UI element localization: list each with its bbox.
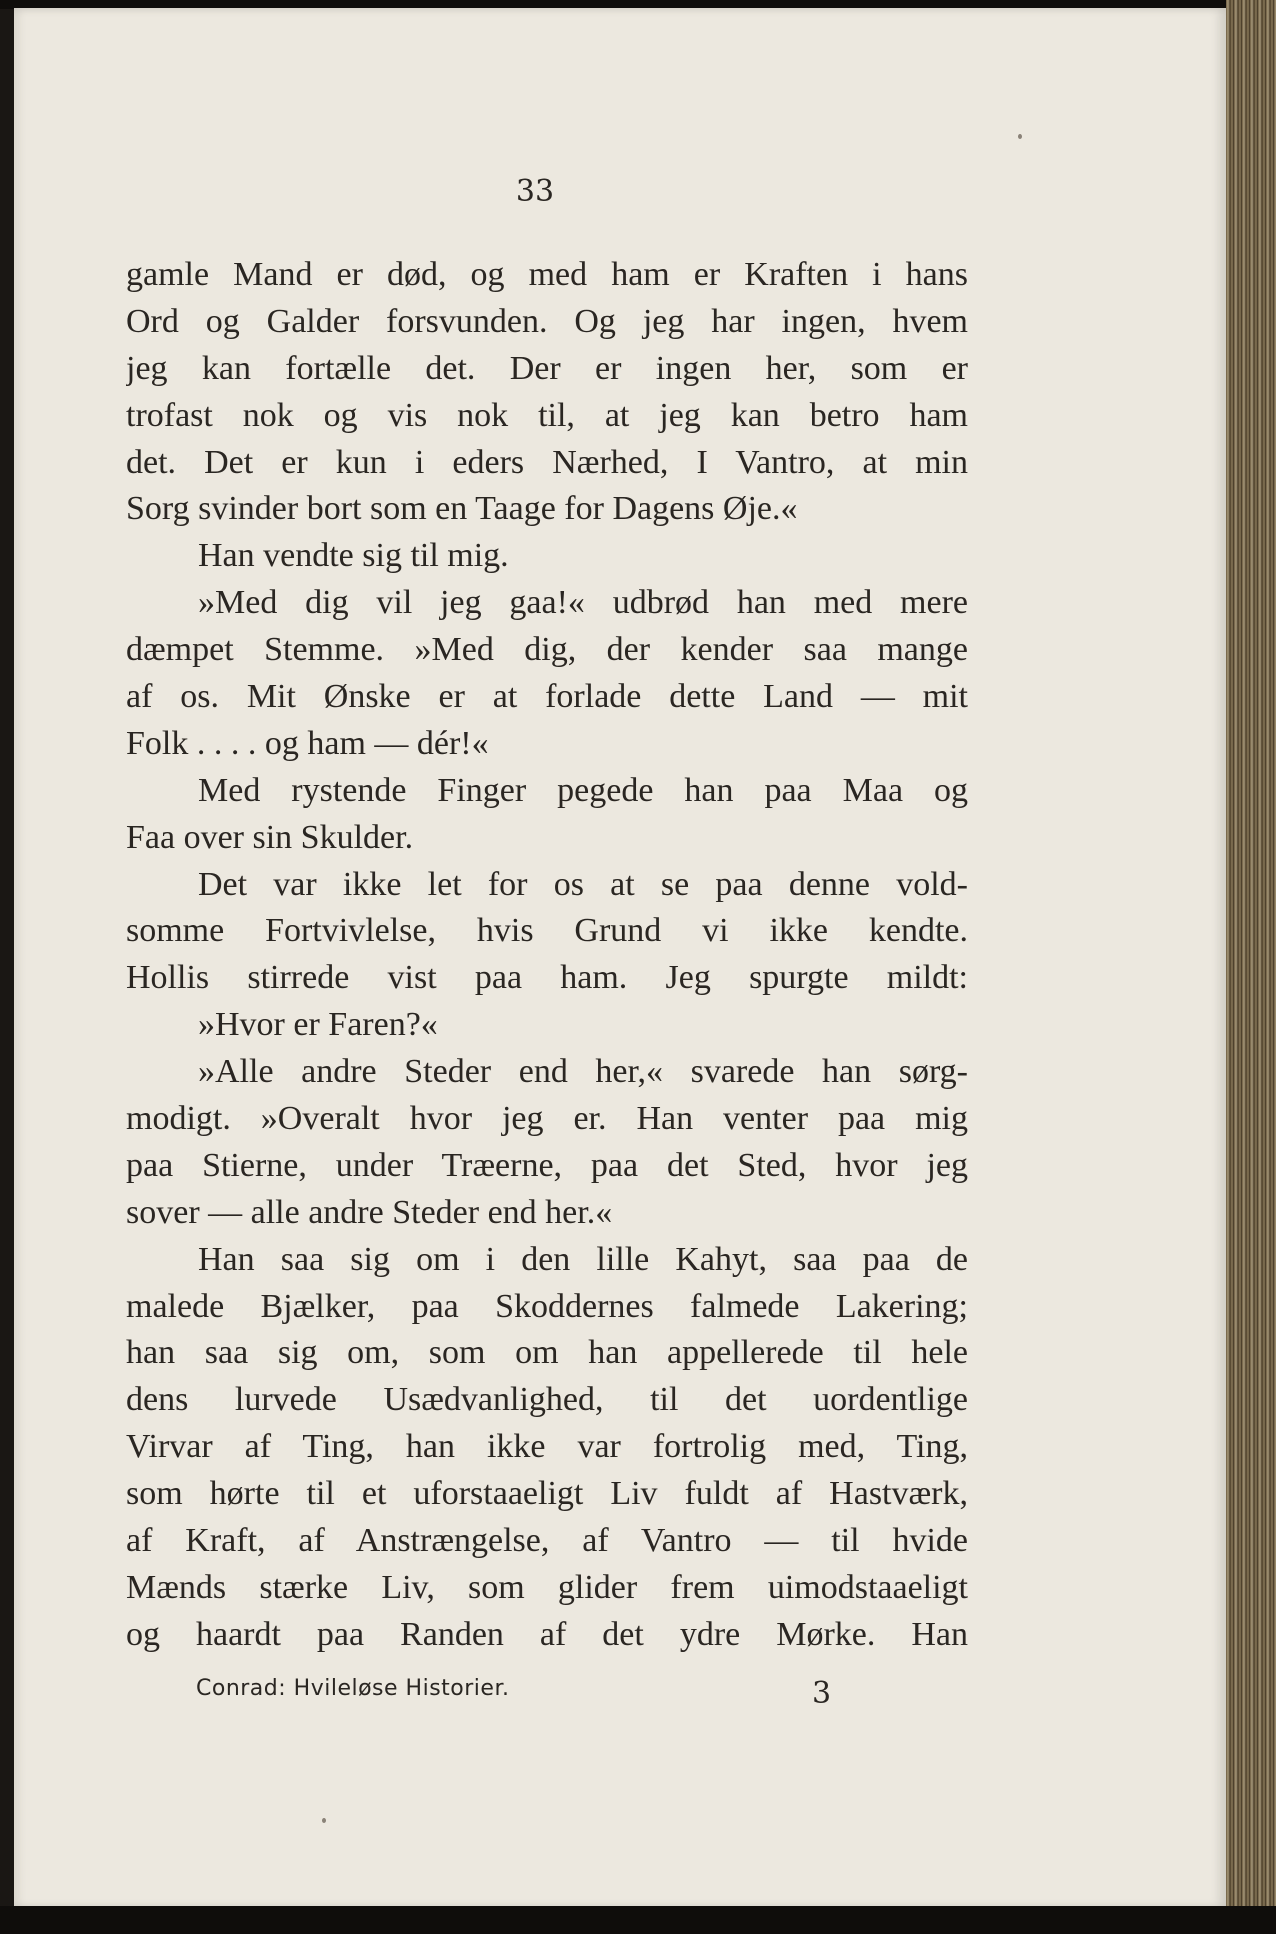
text-line: Hollis stirrede vist paa ham. Jeg spurgte mildt: xyxy=(126,959,968,997)
text-line: Sorg svinder bort som en Taage for Dagens Øje.« xyxy=(126,490,798,528)
text-line: Det var ikke let for os at se paa denne vold- xyxy=(198,865,968,903)
text-line: trofast nok og vis nok til, at jeg kan betro ham xyxy=(126,396,968,434)
text-line: sover — alle andre Steder end her.« xyxy=(126,1193,613,1231)
signature-mark: 3 xyxy=(812,1676,832,1711)
paper-speck xyxy=(322,1818,326,1823)
text-line: dæmpet Stemme. »Med dig, der kender saa mange xyxy=(126,631,968,669)
running-footer: Conrad: Hvileløse Historier. xyxy=(196,1676,510,1701)
text-line: malede Bjælker, paa Skoddernes falmede Lakering; xyxy=(126,1287,968,1325)
page-body-text xyxy=(126,252,968,1659)
text-line: af os. Mit Ønske er at forlade dette Land — mit xyxy=(126,678,968,716)
text-line: dens lurvede Usædvanlighed, til det uordentlige xyxy=(126,1381,968,1419)
text-line: Han vendte sig til mig. xyxy=(198,537,509,575)
text-line: »Hvor er Faren?« xyxy=(198,1006,438,1044)
text-line: paa Stierne, under Træerne, paa det Sted, hvor jeg xyxy=(126,1146,968,1184)
text-line: jeg kan fortælle det. Der er ingen her, som er xyxy=(126,349,968,387)
text-line: og haardt paa Randen af det ydre Mørke. Han xyxy=(126,1615,968,1653)
text-line: somme Fortvivlelse, hvis Grund vi ikke kendte. xyxy=(126,912,968,950)
text-line: det. Det er kun i eders Nærhed, I Vantro, at min xyxy=(126,443,968,481)
text-line: af Kraft, af Anstrængelse, af Vantro — til hvide xyxy=(126,1522,968,1560)
text-line: modigt. »Overalt hvor jeg er. Han venter paa mig xyxy=(126,1100,968,1138)
text-line: Faa over sin Skulder. xyxy=(126,818,414,856)
page-number: 33 xyxy=(515,174,555,209)
text-line: Han saa sig om i den lille Kahyt, saa paa de xyxy=(198,1240,968,1278)
text-line: gamle Mand er død, og med ham er Kraften i hans xyxy=(126,256,968,293)
text-line: Mænds stærke Liv, som glider frem uimodstaaeligt xyxy=(126,1568,968,1606)
text-line: Virvar af Ting, han ikke var fortrolig med, Ting, xyxy=(126,1428,968,1466)
text-line: han saa sig om, som om han appellerede til hele xyxy=(126,1334,968,1372)
page-fore-edge xyxy=(1226,0,1276,1934)
paper-speck xyxy=(1018,134,1022,139)
text-line: Med rystende Finger pegede han paa Maa og xyxy=(198,771,968,809)
bottom-edge xyxy=(0,1906,1276,1934)
text-line: »Med dig vil jeg gaa!« udbrød han med mere xyxy=(198,584,968,622)
text-line: »Alle andre Steder end her,« svarede han sørg- xyxy=(198,1053,968,1091)
text-line: som hørte til et uforstaaeligt Liv fuldt af Hastværk, xyxy=(126,1475,968,1513)
text-line: Ord og Galder forsvunden. Og jeg har ingen, hvem xyxy=(126,302,968,340)
text-line: Folk . . . . og ham — dér!« xyxy=(126,724,489,762)
